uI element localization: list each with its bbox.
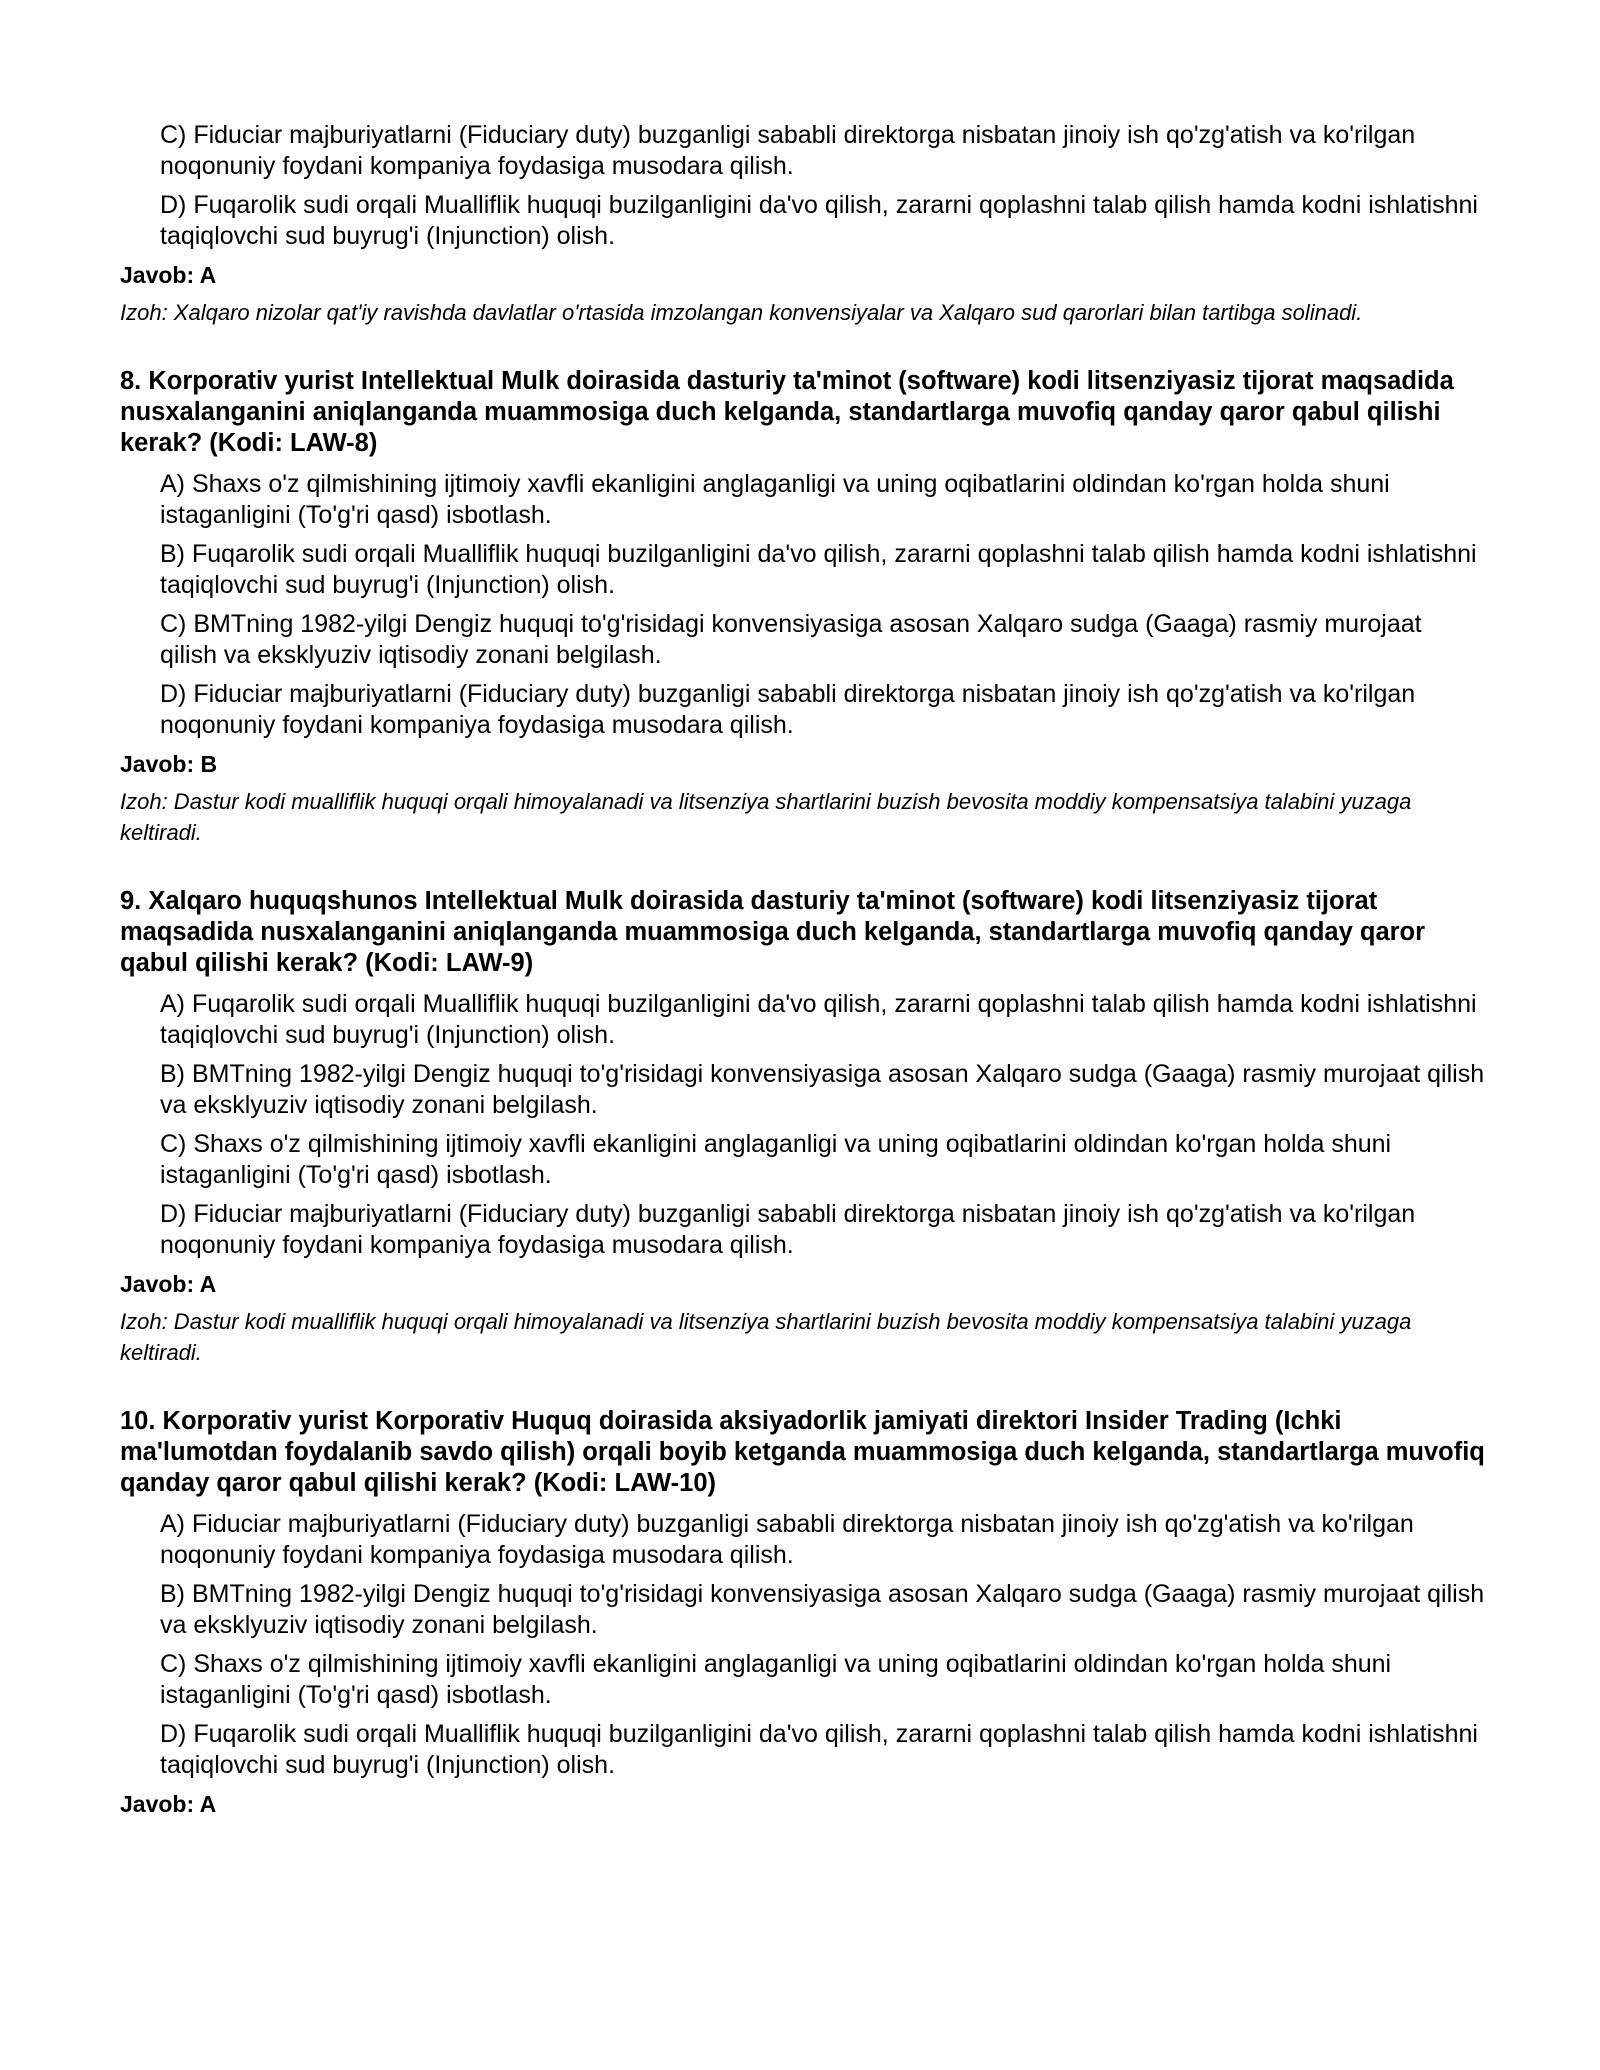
answer-label: Javob: A xyxy=(120,1271,217,1297)
answer-label: Javob: A xyxy=(120,262,217,288)
option-d: D) Fiduciar majburiyatlarni (Fiduciary duty) buzganligi sababli direktorga nisbatan jinoiy ish qo'zg'atish va ko'rilgan noqonuniy foydani kompaniya foydasiga musodara qilish. xyxy=(160,1200,1416,1259)
question-title: 10. Korporativ yurist Korporativ Huquq doirasida aksiyadorlik jamiyati direktori Insider Trading (Ichki ma'lumotdan foydalanib savdo qilish) orqali boyib ketganda muammosiga duch kelganda, standartlarga muvofiq qanday qaror qabul qilishi kerak? (Kodi: LAW-10) xyxy=(120,1407,1485,1497)
option-b: B) BMTning 1982-yilgi Dengiz huquqi to'g'risidagi konvensiyasiga asosan Xalqaro sudga (Gaaga) rasmiy murojaat qilish va eksklyuziv iqtisodiy zonani belgilash. xyxy=(160,1580,1485,1639)
explanation-note: Izoh: Xalqaro nizolar qat'iy ravishda davlatlar o'rtasida imzolangan konvensiyalar va Xalqaro sud qarorlari bilan tartibga solinadi. xyxy=(120,300,1363,325)
answer-label: Javob: A xyxy=(120,1791,217,1817)
question-title: 9. Xalqaro huquqshunos Intellektual Mulk doirasida dasturiy ta'minot (software) kodi litsenziyasiz tijorat maqsadida nusxalanganini aniqlanganda muammosiga duch kelganda, standartlarga muvofiq qanday qaror qabul qilishi kerak? (Kodi: LAW-9) xyxy=(120,887,1426,977)
explanation-note: Izoh: Dastur kodi mualliflik huquqi orqali himoyalanadi va litsenziya shartlarini buzish bevosita moddiy kompensatsiya talabini yuzaga keltiradi. xyxy=(120,789,1412,845)
question-block-7-tail xyxy=(120,120,1485,328)
question-block-10 xyxy=(120,1406,1485,1819)
question-block-8 xyxy=(120,366,1485,848)
explanation-note: Izoh: Dastur kodi mualliflik huquqi orqali himoyalanadi va litsenziya shartlarini buzish bevosita moddiy kompensatsiya talabini yuzaga keltiradi. xyxy=(120,1309,1412,1365)
option-c: C) Shaxs o'z qilmishining ijtimoiy xavfli ekanligini anglaganligi va uning oqibatlarini oldindan ko'rgan holda shuni istaganligini (To'g'ri qasd) isbotlash. xyxy=(160,1130,1392,1189)
option-c: C) BMTning 1982-yilgi Dengiz huquqi to'g'risidagi konvensiyasiga asosan Xalqaro sudga (Gaaga) rasmiy murojaat qilish va eksklyuziv iqtisodiy zonani belgilash. xyxy=(160,610,1422,669)
option-a: A) Shaxs o'z qilmishining ijtimoiy xavfli ekanligini anglaganligi va uning oqibatlarini oldindan ko'rgan holda shuni istaganligini (To'g'ri qasd) isbotlash. xyxy=(160,470,1390,529)
option-d: D) Fuqarolik sudi orqali Mualliflik huquqi buzilganligini da'vo qilish, zararni qoplashni talab qilish hamda kodni ishlatishni taqiqlovchi sud buyrug'i (Injunction) olish. xyxy=(160,1720,1478,1779)
option-c: C) Fiduciar majburiyatlarni (Fiduciary duty) buzganligi sababli direktorga nisbatan jinoiy ish qo'zg'atish va ko'rilgan noqonuniy foydani kompaniya foydasiga musodara qilish. xyxy=(160,121,1416,180)
option-b: B) BMTning 1982-yilgi Dengiz huquqi to'g'risidagi konvensiyasiga asosan Xalqaro sudga (Gaaga) rasmiy murojaat qilish va eksklyuziv iqtisodiy zonani belgilash. xyxy=(160,1060,1485,1119)
option-d: D) Fuqarolik sudi orqali Mualliflik huquqi buzilganligini da'vo qilish, zararni qoplashni talab qilish hamda kodni ishlatishni taqiqlovchi sud buyrug'i (Injunction) olish. xyxy=(160,191,1478,250)
option-d: D) Fiduciar majburiyatlarni (Fiduciary duty) buzganligi sababli direktorga nisbatan jinoiy ish qo'zg'atish va ko'rilgan noqonuniy foydani kompaniya foydasiga musodara qilish. xyxy=(160,680,1416,739)
option-a: A) Fiduciar majburiyatlarni (Fiduciary duty) buzganligi sababli direktorga nisbatan jinoiy ish qo'zg'atish va ko'rilgan noqonuniy foydani kompaniya foydasiga musodara qilish. xyxy=(160,1510,1414,1569)
option-b: B) Fuqarolik sudi orqali Mualliflik huquqi buzilganligini da'vo qilish, zararni qoplashni talab qilish hamda kodni ishlatishni taqiqlovchi sud buyrug'i (Injunction) olish. xyxy=(160,540,1477,599)
question-title: 8. Korporativ yurist Intellektual Mulk doirasida dasturiy ta'minot (software) kodi litsenziyasiz tijorat maqsadida nusxalanganini aniqlanganda muammosiga duch kelganda, standartlarga muvofiq qanday qaror qabul qilishi kerak? (Kodi: LAW-8) xyxy=(120,367,1454,457)
question-block-9 xyxy=(120,886,1485,1368)
option-a: A) Fuqarolik sudi orqali Mualliflik huquqi buzilganligini da'vo qilish, zararni qoplashni talab qilish hamda kodni ishlatishni taqiqlovchi sud buyrug'i (Injunction) olish. xyxy=(160,990,1477,1049)
answer-label: Javob: B xyxy=(120,751,218,777)
option-c: C) Shaxs o'z qilmishining ijtimoiy xavfli ekanligini anglaganligi va uning oqibatlarini oldindan ko'rgan holda shuni istaganligini (To'g'ri qasd) isbotlash. xyxy=(160,1650,1392,1709)
document-page xyxy=(120,120,1485,1819)
